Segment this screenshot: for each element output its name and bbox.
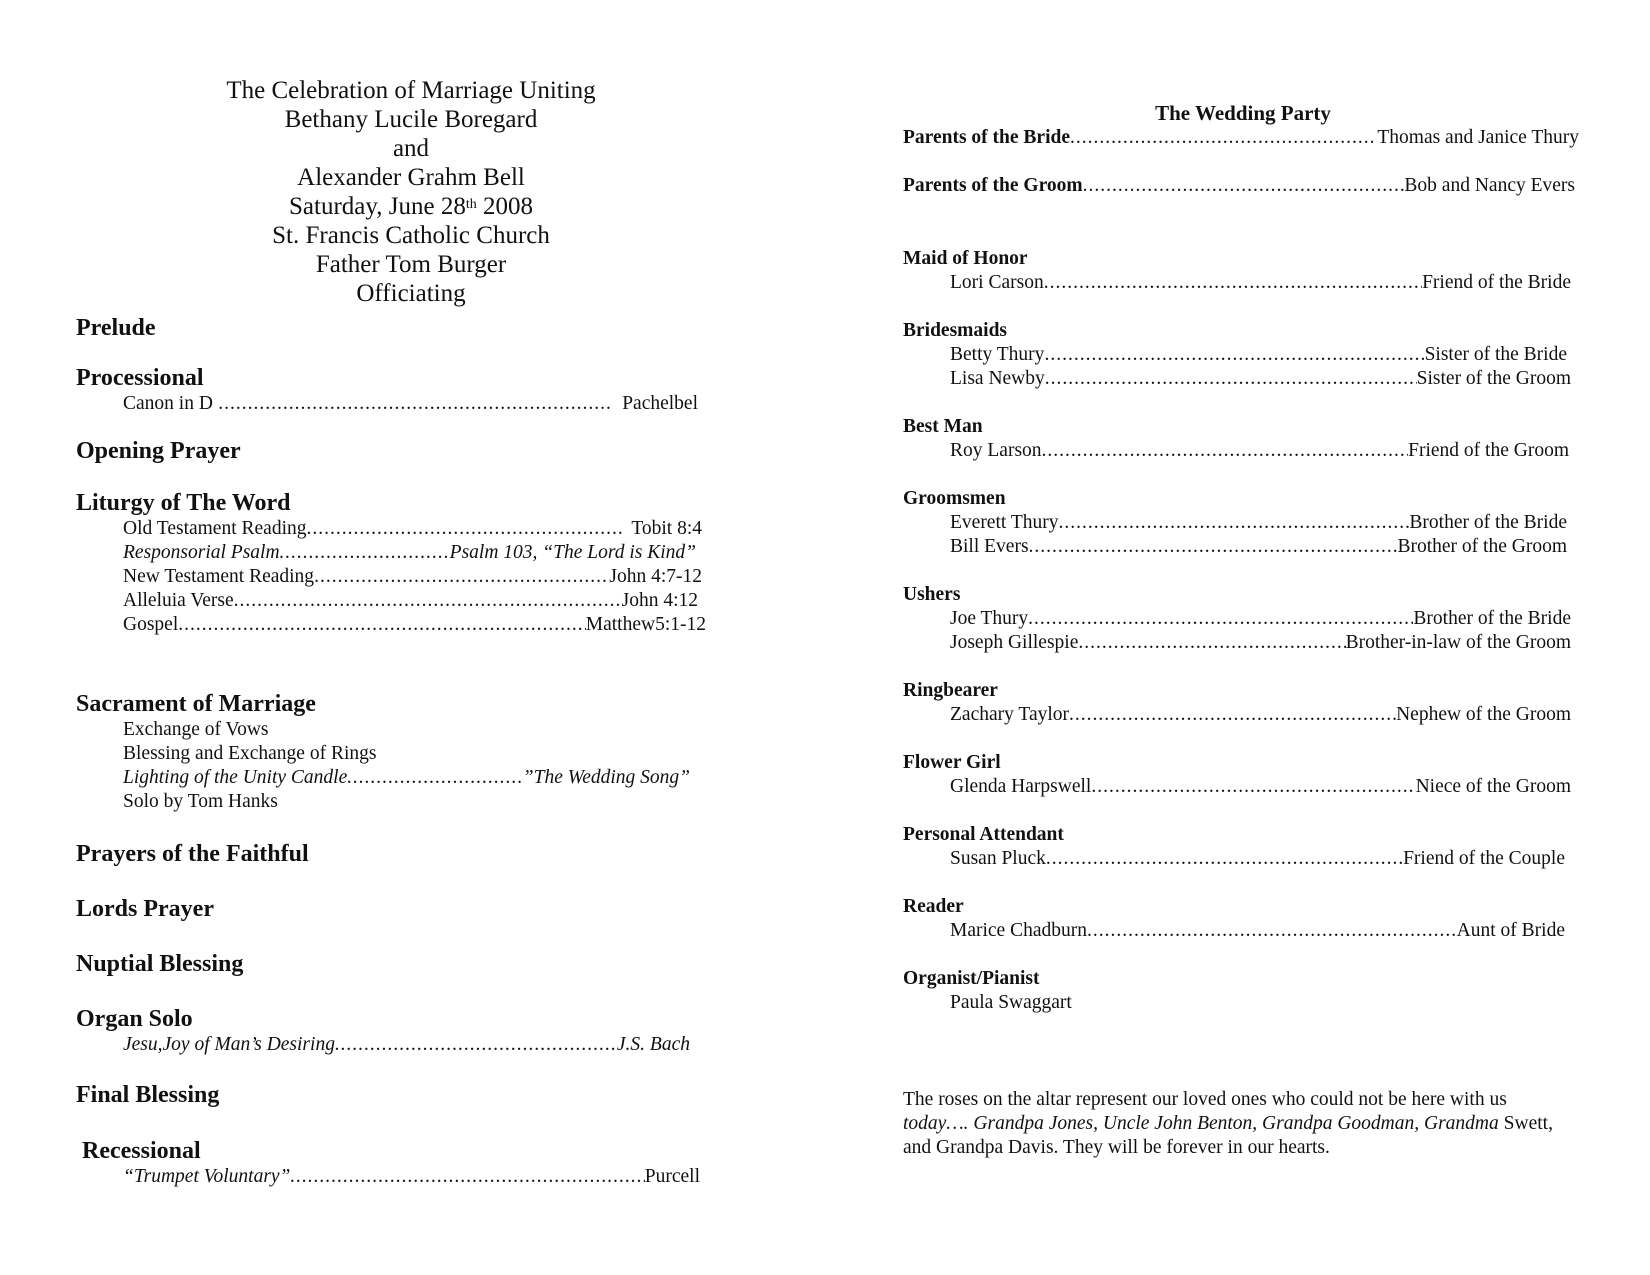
section-title: Processional [76,365,204,391]
program-line: Blessing and Exchange of Rings [123,743,377,764]
section-title: Final Blessing [76,1082,220,1108]
section-nuptial-blessing [76,950,746,978]
section-recessional [76,1137,746,1189]
program-line: Old Testament Reading ..... Tobit 8:4 [76,517,746,541]
program-line: New Testament Reading ..... John 4:7-12 [76,565,746,589]
section-liturgy [76,489,746,637]
ringbearer: Ringbearer Zachary Taylor ..... Nephew of the Groom [903,679,1583,727]
program-line: “Trumpet Voluntary” ..... Purcell [76,1165,746,1189]
section-opening-prayer [76,437,746,465]
program-line: Jesu,Joy of Man’s Desiring ..... J.S. Bach [76,1033,746,1057]
venue: St. Francis Catholic Church [272,222,550,249]
personal-attendant: Personal Attendant Susan Pluck ..... Friend of the Couple [903,823,1583,871]
flower-girl: Flower Girl Glenda Harpswell ..... Niece of the Groom [903,751,1583,799]
parents-of-groom: Parents of the Groom ..... Bob and Nancy Evers [903,174,1583,198]
program-line: Canon in D ..... Pachelbel [76,392,746,416]
header-line: The Celebration of Marriage Uniting [226,77,596,104]
program-line: Lighting of the Unity Candle ..... ”The Wedding Song” [76,766,746,790]
groomsmen: Groomsmen Everett Thury ..... Brother of the Bride Bill Evers ..... Brother of the Groom [903,487,1583,559]
section-title: Sacrament of Marriage [76,691,316,717]
section-lords-prayer [76,895,746,923]
header-line: and [392,135,430,162]
organist-pianist: Organist/Pianist Paula Swaggart [903,968,1072,1013]
section-sacrament [76,690,746,814]
section-title: Nuptial Blessing [76,951,244,977]
program-line: Responsorial Psalm ..... Psalm 103, “The Lord is Kind” [76,541,746,565]
section-title: Prayers of the Faithful [76,841,309,867]
section-title: Recessional [82,1138,201,1164]
bride-name: Bethany Lucile Boregard [284,106,538,133]
reader: Reader Marice Chadburn ..... Aunt of Bride [903,895,1583,943]
section-prelude [76,314,746,342]
memorial-note: The roses on the altar represent our loved ones who could not be here with us today…. Grandpa Jones, Uncle John Benton, Grandpa Goodman, Grandma Swett, and Grandpa Davis. They will be forever in our hearts. [903,1089,1553,1158]
header-line: Officiating [356,280,466,307]
bridesmaids: Bridesmaids Betty Thury ..... Sister of the Bride Lisa Newby ..... Sister of the Groom [903,319,1583,391]
section-organ-solo [76,1005,746,1057]
maid-of-honor: Maid of Honor Lori Carson ..... Friend of the Bride [903,247,1583,295]
section-processional [76,364,746,416]
section-title: Opening Prayer [76,438,241,464]
parents-of-bride: Parents of the Bride ..... Thomas and Janice Thury [903,126,1583,150]
ceremony-header [76,76,746,308]
section-title: Liturgy of The Word [76,490,291,516]
ushers: Ushers Joe Thury ..... Brother of the Bride Joseph Gillespie ..... Brother-in-law of the Groom [903,583,1583,655]
section-final-blessing [76,1081,746,1109]
officiant: Father Tom Burger [315,251,507,278]
program-line: Gospel ..... Matthew5:1-12 [76,613,746,637]
section-title: Organ Solo [76,1006,193,1032]
section-title: Lords Prayer [76,896,214,922]
groom-name: Alexander Grahm Bell [297,164,525,191]
program-line: Alleluia Verse ..... John 4:12 [76,589,746,613]
program-line: Exchange of Vows [123,719,269,740]
section-prayers-faithful [76,840,746,868]
best-man: Best Man Roy Larson ..... Friend of the Groom [903,415,1583,463]
wedding-party-title: The Wedding Party [1155,101,1331,125]
section-title: Prelude [76,315,156,341]
program-line: Solo by Tom Hanks [123,791,278,812]
ceremony-date: Saturday, June 28th 2008 [289,193,533,220]
